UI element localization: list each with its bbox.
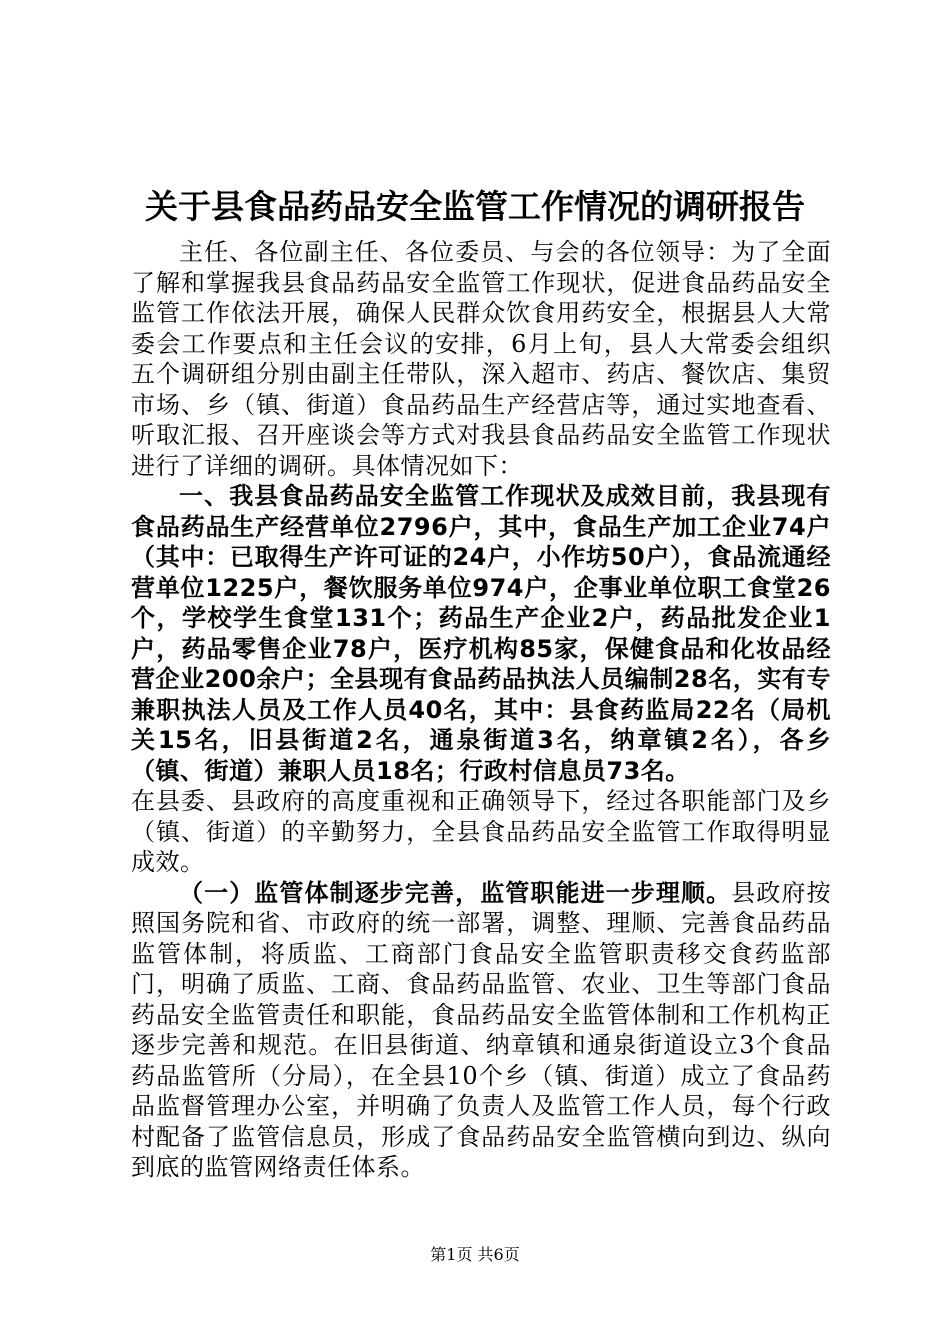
- paragraph-section-one: 一、我县食品药品安全监管工作现状及成效目前，我县现有食品药品生产经营单位2796户，其中，食品生产加工企业74户（其中：已取得生产许可证的24户，小作坊50户），食品流通经营单位1225户，餐饮服务单位974户，企事业单位职工食堂26个，学校学生食堂131个；药品生产企业2户，药品批发企业1户，药品零售企业78户，医疗机构85家，保健食品和化妆品经营企业200余户；全县现有食品药品执法人员编制28名，实有专兼职执法人员及工作人员40名，其中：县食药监局22名（局机关15名，旧县街道2名，通泉街道3名，纳章镇2名），各乡（镇、街道）兼职人员18名；行政村信息员73名。: [131, 482, 831, 785]
- subsection-body: 县政府按照国务院和省、市政府的统一部署，调整、理顺、完善食品药品监管体制，将质监、工商部门食品安全监管职责移交食药监部门，明确了质监、工商、食品药品监管、农业、卫生等部门食品药品安全监管责任和职能，食品药品安全监管体制和工作机构正逐步完善和规范。在旧县街道、纳章镇和通泉街道设立3个食品药品监管所（分局），在全县10个乡（镇、街道）成立了食品药品监督管理办公室，并明确了负责人及监管工作人员，每个行政村配备了监管信息员，形成了食品药品安全监管横向到边、纵向到底的监管网络责任体系。: [131, 878, 832, 1181]
- paragraph-achievements-text: 在县委、县政府的高度重视和正确领导下，经过各职能部门及乡（镇、街道）的辛勤努力，全县食品药品安全监管工作取得明显成效。: [131, 787, 831, 876]
- paragraph-subsection-one: [131, 878, 831, 1183]
- paragraph-achievements: [131, 786, 831, 878]
- page-footer: 第1页 共6页: [430, 1245, 520, 1264]
- document-title: 关于县食品药品安全监管工作情况的调研报告: [145, 187, 805, 226]
- document-body: [131, 237, 831, 1183]
- subsection-heading: （一）监管体制逐步完善，监管职能进一步理顺。: [179, 878, 732, 907]
- paragraph-opening: 主任、各位副主任、各位委员、与会的各位领导：为了全面了解和掌握我县食品药品安全监管工作现状，促进食品药品安全监管工作依法开展，确保人民群众饮食用药安全，根据县人大常委会工作要点和主任会议的安排，6月上旬，县人大常委会组织五个调研组分别由副主任带队，深入超市、药店、餐饮店、集贸市场、乡（镇、街道）食品药品生产经营店等，通过实地查看、听取汇报、召开座谈会等方式对我县食品药品安全监管工作现状进行了详细的调研。具体情况如下：: [131, 238, 831, 480]
